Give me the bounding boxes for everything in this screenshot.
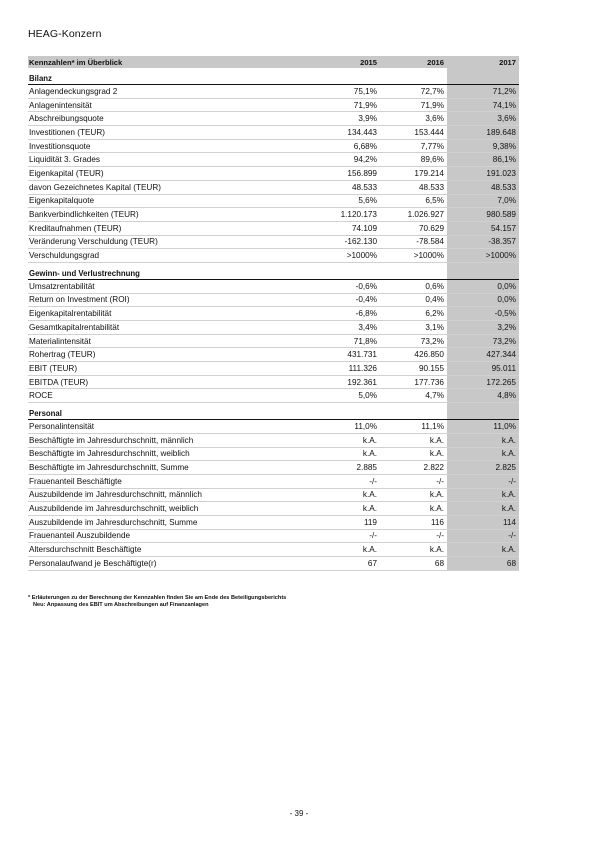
value-2016: 68 (434, 558, 444, 568)
row-label: Bankverbindlichkeiten (TEUR) (29, 210, 139, 220)
value-2017: 0,0% (447, 280, 519, 293)
value-2015: 5,0% (358, 391, 377, 401)
value-2015: 48.533 (351, 182, 377, 192)
value-2017: 86,1% (447, 153, 519, 166)
row-label: Gesamtkapitalrentabilität (29, 322, 120, 332)
value-2015: k.A. (362, 545, 377, 555)
value-2015: >1000% (346, 251, 377, 261)
value-2015: 119 (363, 517, 377, 527)
value-2016: 3,6% (425, 114, 444, 124)
value-2017: 114 (447, 516, 519, 529)
value-2017: 189.648 (447, 126, 519, 139)
value-2015: k.A. (362, 449, 377, 459)
table-header (28, 56, 519, 68)
table-row (28, 208, 519, 222)
table-row (28, 140, 519, 154)
row-label: Eigenkapital (TEUR) (29, 168, 104, 178)
value-2016: 4,7% (425, 391, 444, 401)
section-header (28, 407, 519, 420)
value-2016: 11,1% (421, 421, 444, 431)
value-2015: -/- (369, 476, 377, 486)
value-2015: k.A. (362, 435, 377, 445)
value-2015: 5,6% (358, 196, 377, 206)
value-2015: k.A. (362, 504, 377, 514)
value-2016: 177.736 (414, 377, 444, 387)
document-title: HEAG-Konzern (28, 28, 102, 40)
value-2017: 4,8% (447, 389, 519, 402)
table-row (28, 126, 519, 140)
value-2015: 431.731 (347, 350, 377, 360)
table-row (28, 502, 519, 516)
table-row (28, 167, 519, 181)
table-body (28, 72, 519, 571)
value-2015: -/- (369, 531, 377, 541)
row-label: Anlagendeckungsgrad 2 (29, 86, 118, 96)
value-2017: k.A. (447, 543, 519, 556)
table-row (28, 99, 519, 113)
value-2015: 67 (367, 558, 377, 568)
value-2016: k.A. (429, 545, 444, 555)
value-2016: 6,2% (425, 309, 444, 319)
section-title: Personal (29, 409, 62, 419)
table-row (28, 530, 519, 544)
table-row (28, 294, 519, 308)
spacer (28, 403, 519, 407)
table-row (28, 516, 519, 530)
row-label: Veränderung Verschuldung (TEUR) (29, 237, 158, 247)
value-2016: 1.026.927 (407, 210, 444, 220)
table-row (28, 448, 519, 462)
row-label: Rohertrag (TEUR) (29, 350, 96, 360)
table-row (28, 222, 519, 236)
value-2015: 75,1% (353, 86, 377, 96)
table-row (28, 434, 519, 448)
row-label: Auszubildende im Jahresdurchschnitt, Summe (29, 517, 198, 527)
value-2016: 0,4% (425, 295, 444, 305)
value-2016: 89,6% (420, 155, 444, 165)
row-label: Beschäftigte im Jahresdurchschnitt, weiblich (29, 449, 190, 459)
section-title: Bilanz (29, 74, 52, 83)
value-2017: 74,1% (447, 99, 519, 112)
table-row (28, 236, 519, 250)
table-row (28, 181, 519, 195)
value-2017: 980.589 (447, 208, 519, 221)
table-row (28, 557, 519, 571)
header-year-2015: 2015 (360, 57, 377, 67)
value-2015: 11,0% (354, 421, 377, 431)
value-2015: 134.443 (347, 127, 377, 137)
value-2017: k.A. (447, 489, 519, 502)
value-2017: 71,2% (447, 85, 519, 98)
value-2016: 72,7% (420, 86, 444, 96)
value-2016: 0,6% (425, 281, 444, 291)
value-2016: 153.444 (414, 127, 444, 137)
table-row (28, 348, 519, 362)
page-number: - 39 - (289, 809, 309, 818)
row-label: Liquidität 3. Grades (29, 155, 101, 165)
value-2015: 192.361 (347, 377, 377, 387)
value-2016: 7,77% (420, 141, 444, 151)
value-2017: 9,38% (447, 140, 519, 153)
row-label: Investitionen (TEUR) (29, 127, 105, 137)
value-2015: k.A. (362, 490, 377, 500)
row-label: Investitionsquote (29, 141, 91, 151)
value-2015: 156.899 (347, 168, 377, 178)
value-2016: 70.629 (418, 223, 444, 233)
value-2017: 3,2% (447, 321, 519, 334)
spacer (28, 263, 519, 267)
value-2016: >1000% (413, 251, 444, 261)
value-2015: 94,2% (353, 155, 377, 165)
row-label: Umsatzrentabilität (29, 281, 95, 291)
row-label: Personalintensität (29, 421, 95, 431)
value-2015: -0,6% (355, 281, 377, 291)
table-row (28, 195, 519, 209)
value-2016: -78.584 (416, 237, 444, 247)
row-label: Auszubildende im Jahresdurchschnitt, männlich (29, 490, 202, 500)
value-2017: k.A. (447, 448, 519, 461)
row-label: Eigenkapitalrentabilität (29, 309, 112, 319)
value-2016: 48.533 (418, 182, 444, 192)
header-year-2017: 2017 (447, 58, 519, 67)
table-row (28, 489, 519, 503)
table-row (28, 112, 519, 126)
table-row (28, 420, 519, 434)
value-2016: 90.155 (418, 363, 444, 373)
header-year-2016: 2016 (427, 57, 444, 67)
row-label: Eigenkapitalquote (29, 196, 95, 206)
value-2017: -38.357 (447, 236, 519, 249)
row-label: EBIT (TEUR) (29, 363, 78, 373)
row-label: Anlagenintensität (29, 100, 92, 110)
value-2016: k.A. (429, 449, 444, 459)
value-2015: 6,68% (353, 141, 377, 151)
value-2016: 426.850 (414, 350, 444, 360)
value-2015: 74.109 (351, 223, 377, 233)
row-label: Frauenanteil Auszubildende (29, 531, 131, 541)
row-label: Verschuldungsgrad (29, 251, 100, 261)
value-2017: -/- (447, 530, 519, 543)
table-row (28, 307, 519, 321)
row-label: Materialintensität (29, 336, 91, 346)
table-row (28, 475, 519, 489)
footnote: Neu: Anpassung des EBIT um Abschreibungen auf Finanzanlagen (33, 602, 209, 608)
table-row (28, 321, 519, 335)
table-row (28, 543, 519, 557)
value-2016: 73,2% (420, 336, 444, 346)
row-label: Frauenanteil Beschäftigte (29, 476, 122, 486)
section-header (28, 72, 519, 85)
value-2016: k.A. (429, 435, 444, 445)
value-2016: -/- (436, 531, 444, 541)
value-2017: 11,0% (447, 420, 519, 433)
table-row (28, 461, 519, 475)
value-2016: 116 (430, 517, 444, 527)
footnote: * Erläuterungen zu der Berechnung der Kennzahlen finden Sie am Ende des Beteiligungsberichts (28, 595, 287, 601)
kennzahlen-table (28, 56, 519, 571)
table-row (28, 389, 519, 403)
value-2017: 3,6% (447, 112, 519, 125)
row-label: Beschäftigte im Jahresdurchschnitt, Summe (29, 463, 189, 473)
row-label: Auszubildende im Jahresdurchschnitt, weiblich (29, 504, 199, 514)
value-2015: -0,4% (355, 295, 377, 305)
row-label: Abschreibungsquote (29, 114, 104, 124)
value-2016: 6,5% (425, 196, 444, 206)
row-label: Return on Investment (ROI) (29, 295, 130, 305)
value-2016: 71,9% (420, 100, 444, 110)
row-label: Beschäftigte im Jahresdurchschnitt, männlich (29, 435, 194, 445)
value-2015: 3,9% (358, 114, 377, 124)
row-label: Altersdurchschnitt Beschäftigte (29, 545, 142, 555)
row-label: davon Gezeichnetes Kapital (TEUR) (29, 182, 161, 192)
row-label: EBITDA (TEUR) (29, 377, 89, 387)
value-2017: 95.011 (447, 362, 519, 375)
value-2016: k.A. (429, 504, 444, 514)
value-2017: -0,5% (447, 307, 519, 320)
row-label: Kreditaufnahmen (TEUR) (29, 223, 122, 233)
value-2016: -/- (436, 476, 444, 486)
value-2015: 3,4% (358, 322, 377, 332)
value-2017: -/- (447, 475, 519, 488)
table-row (28, 335, 519, 349)
value-2017: 0,0% (447, 294, 519, 307)
section-title: Gewinn- und Verlustrechnung (29, 268, 140, 278)
table-row (28, 153, 519, 167)
row-label: Personalaufwand je Beschäftigte(r) (29, 558, 157, 568)
value-2016: 179.214 (414, 168, 444, 178)
value-2016: k.A. (429, 490, 444, 500)
value-2015: 71,8% (353, 336, 377, 346)
value-2015: 1.120.173 (340, 210, 377, 220)
value-2017: 7,0% (447, 195, 519, 208)
value-2015: 71,9% (353, 100, 377, 110)
value-2015: -6,8% (355, 309, 377, 319)
value-2017: 427.344 (447, 348, 519, 361)
header-label: Kennzahlen* im Überblick (29, 57, 123, 67)
table-row (28, 280, 519, 294)
value-2015: -162.130 (344, 237, 377, 247)
value-2017: k.A. (447, 502, 519, 515)
table-row (28, 376, 519, 390)
value-2017: 68 (447, 557, 519, 570)
footnotes (28, 595, 286, 609)
spacer (28, 68, 519, 72)
row-label: ROCE (29, 391, 53, 401)
value-2017: 2.825 (447, 461, 519, 474)
section-header (28, 267, 519, 280)
value-2017: 73,2% (447, 335, 519, 348)
value-2015: 2.885 (356, 463, 377, 473)
value-2016: 2.822 (423, 463, 444, 473)
value-2017: 48.533 (447, 181, 519, 194)
value-2017: 191.023 (447, 167, 519, 180)
value-2017: 172.265 (447, 376, 519, 389)
table-row (28, 85, 519, 99)
value-2016: 3,1% (425, 322, 444, 332)
value-2015: 111.326 (348, 363, 377, 373)
value-2017: k.A. (447, 434, 519, 447)
value-2017: 54.157 (447, 222, 519, 235)
value-2017: >1000% (447, 249, 519, 262)
table-row (28, 249, 519, 263)
table-row (28, 362, 519, 376)
